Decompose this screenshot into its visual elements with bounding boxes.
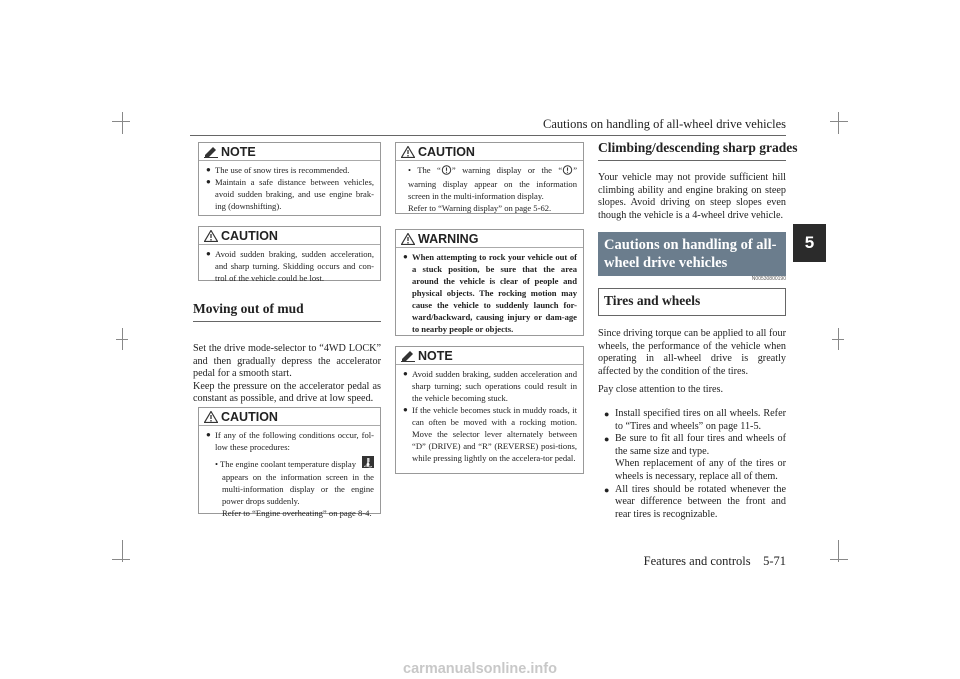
caution-header: CAUTION	[199, 408, 380, 426]
list-item: ● Avoid sudden braking, sudden acceleration and sharp turning; such operations could result in the vehicle becoming stuck.	[403, 369, 577, 403]
tire-list	[604, 408, 786, 521]
list-item: ● If the vehicle becomes stuck in muddy roads, it can often be moved with a rocking motion. Move the selector lever alternately between “D” (DRIVE) and “R” (REVERSE) posi-tions, while pressing lightly on the accelera-tor pedal.	[403, 405, 577, 463]
crop-mark	[112, 559, 130, 560]
body-paragraph: Set the drive mode-selector to “4WD LOCK” and then gradually depress the accelerator pedal for a smooth start. Keep the pressure on the accelerator pedal as constant as possible, and drive at low speed.	[193, 343, 381, 405]
list-item: ● Maintain a safe distance between vehicles, avoid sudden braking, and use engine brak-ing (downshifting).	[206, 177, 374, 211]
crop-mark	[116, 339, 128, 340]
heading-rule	[193, 321, 381, 322]
sub-item: • The engine coolant temperature display appears on the information screen in the multi-information display or the engine power drops suddenly. Refer to “Engine overheating” on page 8-4.	[206, 456, 374, 519]
running-header: Cautions on handling of all-wheel drive vehicles	[543, 117, 786, 131]
reference-code: N00530800190	[751, 276, 786, 282]
crop-mark	[112, 121, 130, 122]
note-icon	[401, 350, 415, 362]
warning-triangle-icon	[204, 411, 218, 423]
list-item: ● Install specified tires on all wheels. Refer to “Tires and wheels” on page 11-5.	[604, 408, 786, 432]
body-paragraph: Your vehicle may not provide sufficient hill climbing ability and engine braking on steep slopes. Avoid driving on steep slopes even though the vehicle is a 4-wheel drive vehicle.	[598, 172, 786, 221]
crop-mark	[122, 112, 123, 134]
coolant-temperature-icon	[362, 456, 374, 471]
note-box	[395, 346, 584, 474]
section-heading: Climbing/descending sharp grades	[598, 140, 798, 155]
warning-header: WARNING	[396, 230, 583, 248]
crop-mark	[830, 121, 848, 122]
drivetrain-warning-icon	[441, 165, 452, 178]
page-footer: Features and controls 5-71	[643, 554, 786, 568]
list-item: ● The use of snow tires is recommended.	[206, 165, 350, 175]
warning-triangle-icon	[401, 233, 415, 245]
subsection-title-box: Tires and wheels	[598, 288, 786, 316]
caution-box	[198, 226, 381, 281]
body-paragraph: Since driving torque can be applied to all four wheels, the performance of the vehicle when operating in all-wheel drive is greatly affected by the condition of the tires. Pay close attention to the tires.	[598, 328, 786, 396]
warning-triangle-icon	[204, 230, 218, 242]
note-box	[198, 142, 381, 216]
section-title-box: Cautions on handling of all-wheel drive vehicles	[598, 232, 786, 276]
crop-mark	[838, 112, 839, 134]
crop-mark	[830, 559, 848, 560]
list-item: ● Avoid sudden braking, sudden acceleration, and sharp turning. Skidding occurs and con-trol of the vehicle could be lost.	[206, 249, 374, 283]
heading-rule	[598, 160, 786, 161]
watermark: carmanualsonline.info	[403, 661, 557, 677]
warning-box	[395, 229, 584, 336]
caution-header: CAUTION	[396, 143, 583, 161]
section-heading: Moving out of mud	[193, 301, 304, 316]
header-rule	[190, 135, 786, 136]
warning-triangle-icon	[401, 146, 415, 158]
crop-mark	[832, 339, 844, 340]
caution-box: CAUTION • The “ ” warning display or the “ ” warning display appear on the information screen in the multi-information display. Refer to “Warning display” on page 5-62.	[395, 142, 584, 214]
drivetrain-warning-icon	[562, 165, 573, 178]
note-header: NOTE	[396, 347, 583, 365]
list-item: ● All tires should be rotated whenever the wear difference between the front and rear tires is recognizable.	[604, 483, 786, 520]
caution-header: CAUTION	[199, 227, 380, 245]
list-item: ● Be sure to fit all four tires and wheels of the same size and type. When replacement of any of the tires or wheels is necessary, replace all of them.	[604, 433, 786, 482]
chapter-tab: 5	[793, 224, 826, 262]
caution-box	[198, 407, 381, 518]
list-item: ● When attempting to rock your vehicle out of a stuck position, be sure that the area around the vehicle is clear of people and physical objects. The rocking motion may cause the vehicle to suddenly launch for-ward/backward, causing injury or dam-age to nearby people or objects.	[403, 252, 577, 334]
note-header: NOTE	[199, 143, 380, 161]
note-icon	[204, 146, 218, 158]
list-item: ● If any of the following conditions occur, fol-low these procedures:	[206, 430, 374, 452]
